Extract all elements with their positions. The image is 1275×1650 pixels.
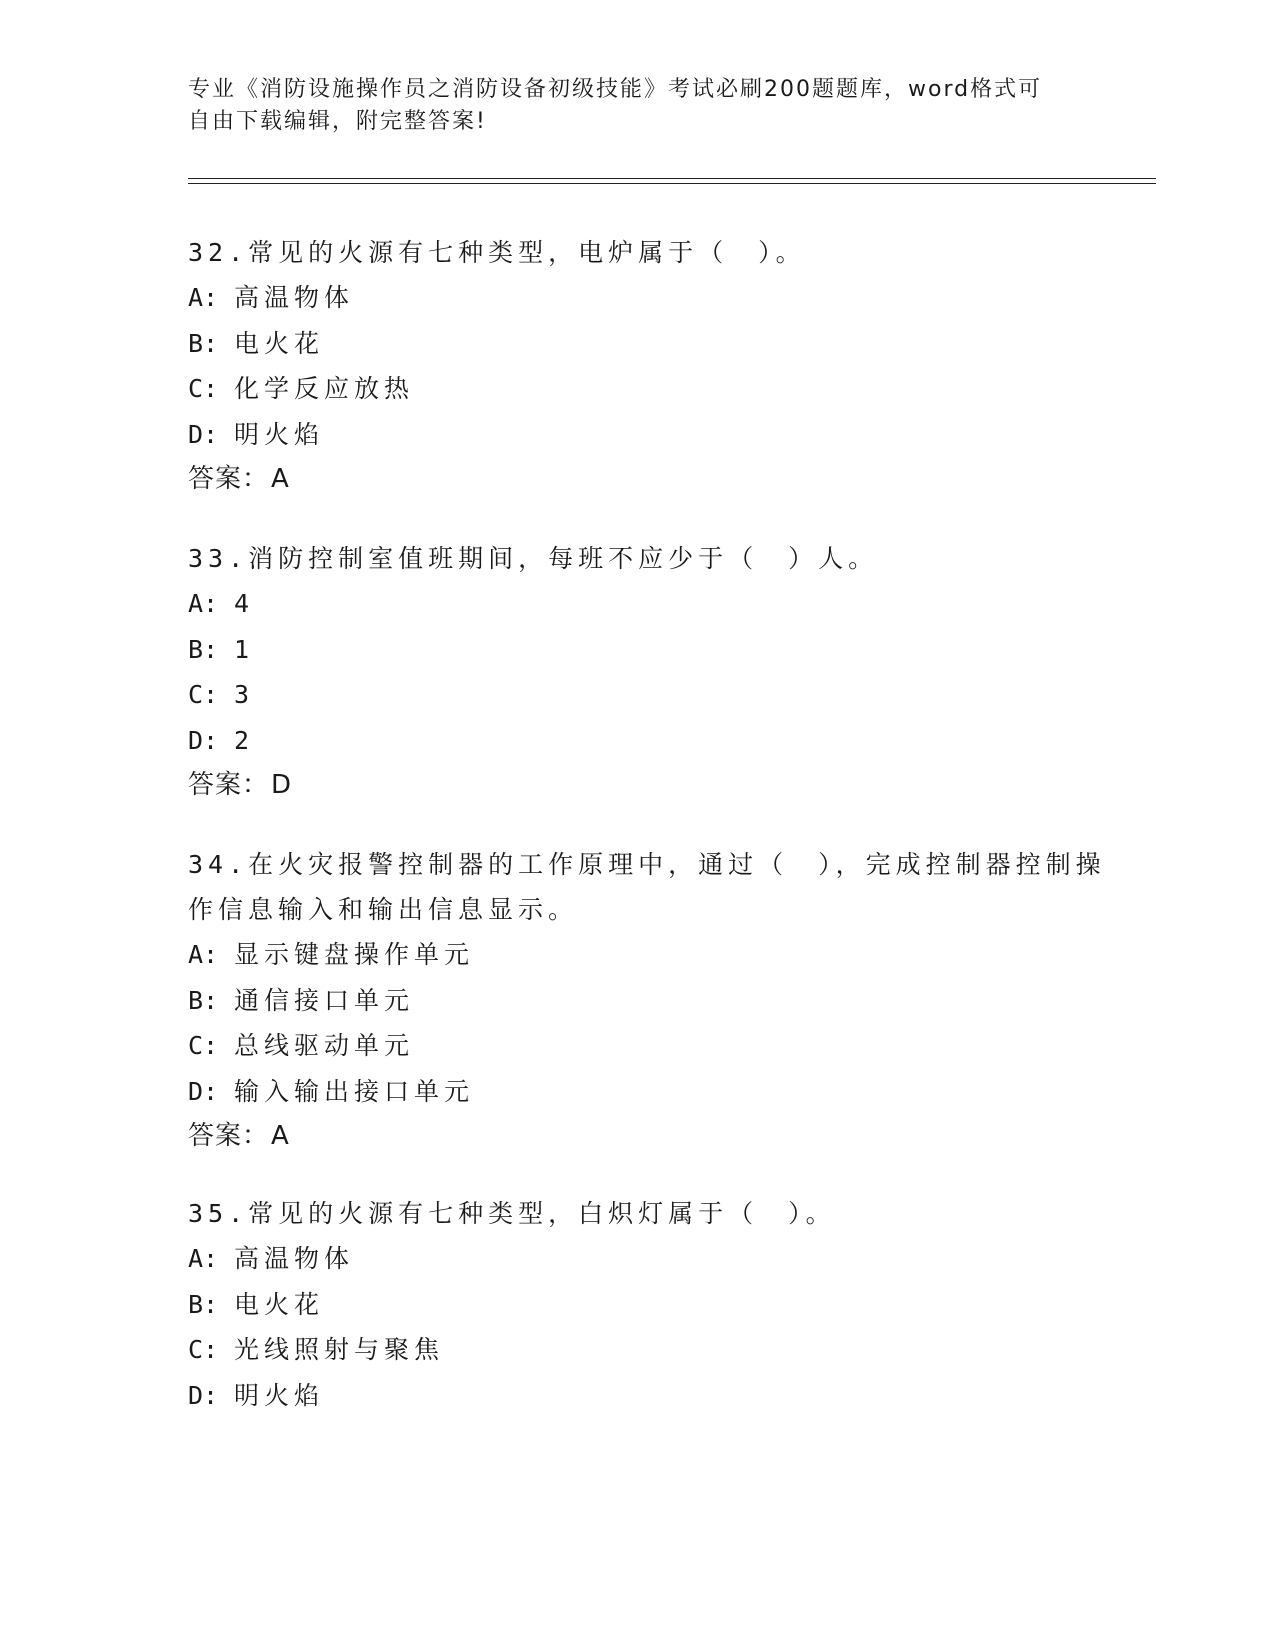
option-letter: B:: [188, 328, 219, 358]
option-letter: B:: [188, 634, 219, 664]
option-text: 总线驱动单元: [234, 1031, 415, 1060]
option-letter: A:: [188, 589, 219, 618]
option-text: 电火花: [234, 328, 325, 358]
option-text: 1: [234, 634, 255, 664]
option-letter: A:: [188, 940, 219, 969]
option-c: [188, 1023, 1108, 1069]
question-block: [188, 842, 1108, 1160]
question-block: [188, 230, 1108, 503]
option-letter: B:: [188, 1289, 219, 1319]
option-text: 4: [234, 589, 255, 618]
question-text: 33.消防控制室值班期间，每班不应少于（ ）人。: [188, 544, 879, 573]
header-divider-top: [188, 178, 1156, 179]
option-text: 显示键盘操作单元: [234, 940, 475, 969]
option-b: [188, 321, 1108, 367]
option-letter: D:: [188, 1076, 219, 1106]
option-b: [188, 978, 1108, 1024]
option-d: [188, 1373, 1108, 1419]
option-a: [188, 581, 1108, 627]
question-text: 34.在火灾报警控制器的工作原理中，通过（ ），完成控制器控制操作信息输入和输出信息显示。: [188, 850, 1106, 924]
option-b: [188, 1282, 1108, 1328]
option-text: 3: [234, 680, 255, 709]
answer-label: 答案：: [188, 464, 270, 494]
option-letter: C:: [188, 680, 219, 709]
answer-line: [188, 763, 1108, 809]
option-letter: A:: [188, 1244, 219, 1273]
option-letter: D:: [188, 1380, 219, 1410]
answer-line: [188, 457, 1108, 503]
option-c: [188, 366, 1108, 412]
header-divider-bottom: [188, 183, 1156, 184]
answer-value: A: [271, 1121, 289, 1151]
question-block: [188, 1191, 1108, 1418]
option-c: [188, 672, 1108, 718]
option-b: [188, 627, 1108, 673]
option-text: 输入输出接口单元: [234, 1076, 475, 1106]
option-letter: D:: [188, 419, 219, 449]
header-line-1: 专业《消防设施操作员之消防设备初级技能》考试必刷200题题库，word格式可: [188, 77, 1043, 102]
option-text: 电火花: [234, 1289, 325, 1319]
answer-label: 答案：: [188, 1121, 270, 1151]
question-text: 32.常见的火源有七种类型，电炉属于（ ）。: [188, 238, 806, 267]
header-line-2: 自由下载编辑，附完整答案!: [188, 109, 487, 134]
option-d: [188, 718, 1108, 764]
option-letter: C:: [188, 1335, 219, 1364]
option-letter: A:: [188, 283, 219, 312]
answer-value: D: [271, 770, 292, 800]
option-a: [188, 1236, 1108, 1282]
option-text: 明火焰: [234, 419, 325, 449]
answer-value: A: [271, 464, 289, 494]
option-letter: D:: [188, 725, 219, 755]
option-c: [188, 1327, 1108, 1373]
option-letter: C:: [188, 1031, 219, 1060]
option-text: 高温物体: [234, 283, 355, 312]
question-block: [188, 536, 1108, 809]
answer-line: [188, 1114, 1108, 1160]
option-text: 明火焰: [234, 1380, 325, 1410]
option-d: [188, 412, 1108, 458]
option-text: 高温物体: [234, 1244, 355, 1273]
question-text: 35.常见的火源有七种类型，白炽灯属于（ ）。: [188, 1199, 836, 1228]
option-d: [188, 1069, 1108, 1115]
option-text: 化学反应放热: [234, 374, 415, 403]
option-text: 通信接口单元: [234, 985, 415, 1015]
option-letter: B:: [188, 985, 219, 1015]
option-text: 2: [234, 725, 255, 755]
answer-label: 答案：: [188, 770, 270, 800]
option-text: 光线照射与聚焦: [234, 1335, 445, 1364]
option-a: [188, 275, 1108, 321]
option-letter: C:: [188, 374, 219, 403]
option-a: [188, 932, 1108, 978]
document-header: [188, 74, 1068, 138]
